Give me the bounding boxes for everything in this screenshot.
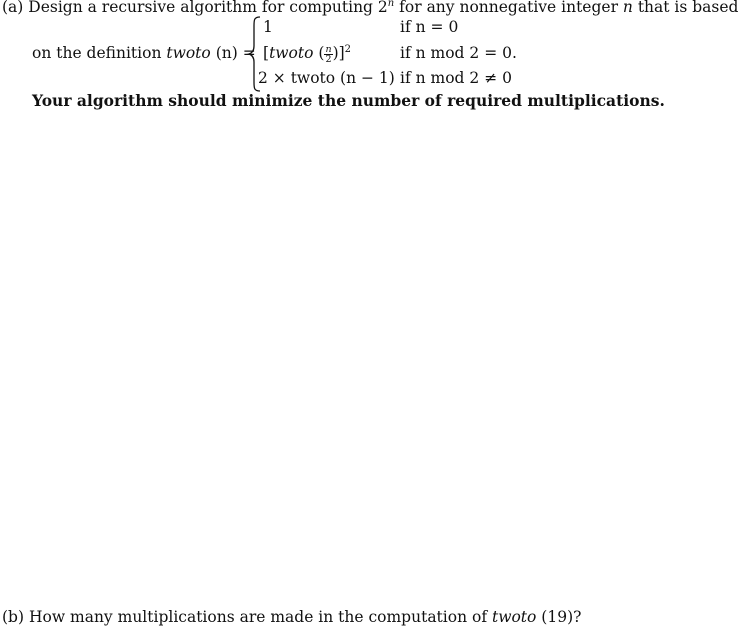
- case-2-fraction-num: n: [325, 43, 332, 55]
- definition-arg: (n) =: [215, 44, 256, 62]
- case-2-condition: if n mod 2 = 0.: [400, 44, 517, 62]
- question-a: [2, 0, 738, 16]
- question-b-label: (b): [2, 608, 25, 626]
- definition-prefix: on the definition: [32, 44, 167, 62]
- question-a-text-end: that is based: [632, 0, 738, 17]
- case-1-condition: if n = 0: [400, 18, 459, 36]
- question-a-text-mid: for any nonnegative integer: [394, 0, 623, 17]
- case-1-value: 1: [263, 18, 273, 36]
- question-a-exponent: n: [387, 0, 395, 9]
- question-b-text-end: (19)?: [536, 608, 582, 626]
- case-2-value: [twoto ( $\frac{n}{2}$ )]$^2$: [263, 43, 352, 65]
- question-b-func: twoto: [491, 608, 537, 626]
- question-a-text-start: Design a recursive algorithm for computing 2: [28, 0, 388, 17]
- case-3-value: 2 × twoto (n − 1): [258, 69, 395, 87]
- question-a-var: n: [622, 0, 633, 17]
- case-2-func: twoto: [269, 44, 314, 63]
- case-3-condition: if n mod 2 ≠ 0: [400, 69, 512, 87]
- definition-func: twoto: [166, 44, 211, 62]
- case-2-fraction-den: 2: [325, 53, 332, 65]
- question-b-text-start: How many multiplications are made in the computation of: [28, 608, 492, 626]
- case-2-exponent: 2: [344, 44, 352, 55]
- instruction-text: Your algorithm should minimize the number of required multiplications.: [32, 91, 665, 110]
- case-2-fraction: [324, 45, 332, 64]
- definition-lhs: [32, 44, 256, 62]
- question-b: [2, 608, 581, 626]
- question-a-label: (a): [2, 0, 24, 17]
